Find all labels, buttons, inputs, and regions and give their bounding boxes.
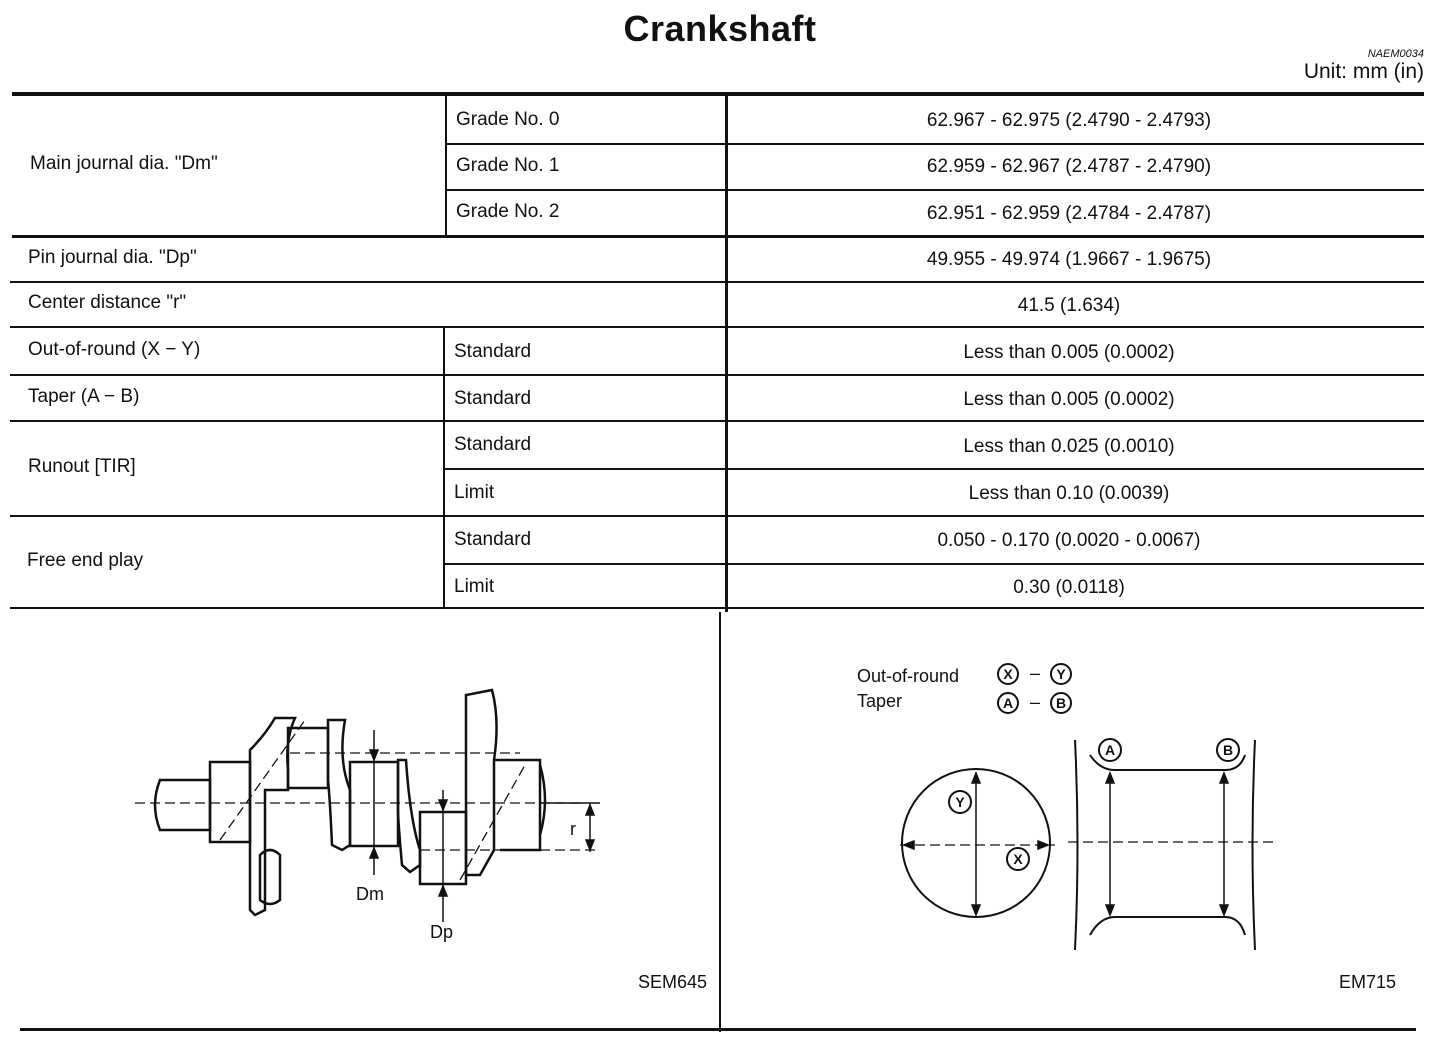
document-code: NAEM0034	[1367, 48, 1424, 60]
row-line	[445, 468, 1424, 470]
label-dp: Dp	[430, 922, 454, 942]
row-line	[10, 326, 1424, 328]
row-line	[445, 563, 1424, 565]
legend-symbol-y: Y	[1056, 666, 1066, 682]
value-end-play-limit: 0.30 (0.0118)	[1013, 577, 1125, 598]
figure-code-left: SEM645	[638, 972, 708, 992]
legend-symbol-b: B	[1055, 695, 1067, 711]
sub-label-grade-0: Grade No. 0	[456, 109, 560, 130]
value-taper: Less than 0.005 (0.0002)	[963, 389, 1175, 410]
value-runout-standard: Less than 0.025 (0.0010)	[963, 436, 1175, 457]
row-label-free-end-play: Free end play	[27, 550, 144, 571]
sub-label-limit: Limit	[454, 482, 495, 503]
diagram-symbol-a: A	[1104, 742, 1116, 758]
table-top-border	[12, 92, 1424, 96]
row-line	[447, 189, 1424, 191]
value-grade-1: 62.959 - 62.967 (2.4787 - 2.4790)	[926, 156, 1212, 177]
legend-symbol-a: A	[1002, 695, 1014, 711]
value-out-of-round: Less than 0.005 (0.0002)	[963, 342, 1175, 363]
figure-divider	[719, 612, 721, 1032]
row-label-main-journal: Main journal dia. "Dm"	[30, 153, 218, 174]
label-r: r	[570, 819, 576, 839]
figure-code-right: EM715	[1339, 972, 1397, 992]
out-of-round-taper-diagram	[890, 655, 1290, 960]
crankshaft-diagram	[120, 660, 620, 960]
row-line	[447, 143, 1424, 145]
row-label-runout: Runout [TIR]	[28, 456, 136, 477]
diagram-symbol-x: X	[1013, 851, 1023, 867]
col-divider-1	[445, 96, 447, 236]
row-label-pin-journal: Pin journal dia. "Dp"	[28, 247, 197, 268]
sub-label-standard: Standard	[454, 434, 532, 455]
sub-label-grade-1: Grade No. 1	[456, 155, 560, 176]
legend-symbol-x: X	[1003, 666, 1013, 682]
row-line	[12, 235, 1424, 238]
value-end-play-standard: 0.050 - 0.170 (0.0020 - 0.0067)	[937, 530, 1201, 551]
sub-label-limit: Limit	[454, 576, 495, 597]
sub-label-grade-2: Grade No. 2	[456, 201, 560, 222]
label-dm: Dm	[356, 884, 384, 904]
page-title: Crankshaft	[623, 8, 817, 49]
legend-out-of-round: Out-of-round	[857, 666, 960, 686]
row-line	[10, 374, 1424, 376]
row-line	[10, 420, 1424, 422]
legend-taper: Taper	[857, 691, 903, 711]
diagram-symbol-y: Y	[955, 794, 965, 810]
row-line	[10, 515, 1424, 517]
sub-label-standard: Standard	[454, 529, 532, 550]
bottom-border	[20, 1028, 1416, 1031]
value-pin-journal: 49.955 - 49.974 (1.9667 - 1.9675)	[926, 249, 1212, 270]
sub-label-standard: Standard	[454, 388, 532, 409]
row-label-taper: Taper (A − B)	[28, 386, 140, 407]
value-grade-0: 62.967 - 62.975 (2.4790 - 2.4793)	[926, 110, 1212, 131]
legend-dash: –	[1029, 663, 1041, 683]
sub-label-standard: Standard	[454, 341, 532, 362]
value-grade-2: 62.951 - 62.959 (2.4784 - 2.4787)	[926, 203, 1212, 224]
value-center-distance: 41.5 (1.634)	[1017, 295, 1121, 316]
row-line	[10, 607, 1424, 609]
unit-label: Unit: mm (in)	[1303, 60, 1424, 83]
value-runout-limit: Less than 0.10 (0.0039)	[968, 483, 1170, 504]
row-label-out-of-round: Out-of-round (X − Y)	[28, 339, 201, 360]
legend-dash: –	[1029, 692, 1041, 712]
row-label-center-distance: Center distance "r"	[28, 292, 187, 313]
diagram-symbol-b: B	[1222, 742, 1234, 758]
row-line	[10, 281, 1424, 283]
